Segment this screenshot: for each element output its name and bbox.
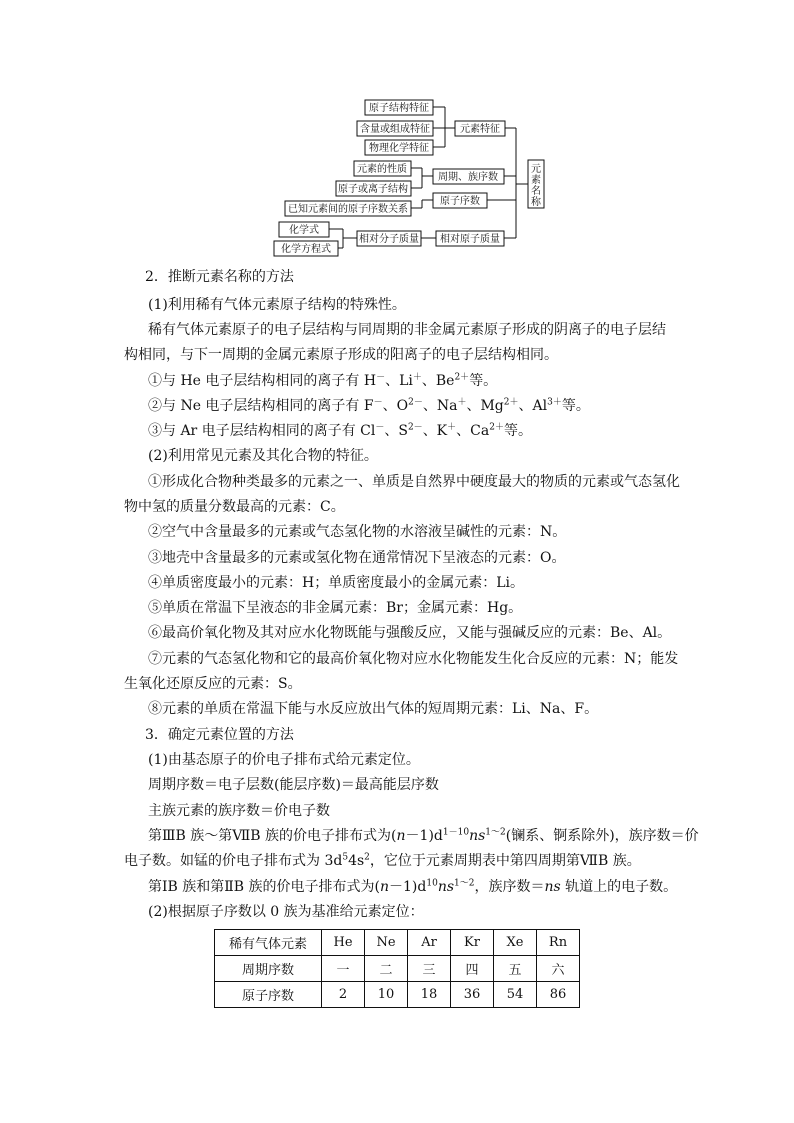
diagram-middle-box [433, 169, 504, 184]
list-item: ⑥最高价氧化物及其对应水化物既能与强酸反应，又能与强碱反应的元素：Be、Al。 [148, 625, 672, 641]
list-item: ⑤单质在常温下呈液态的非金属元素：Br；金属元素：Hg。 [148, 600, 523, 616]
list-item: ③地壳中含量最多的元素或氢化物在通常情况下呈液态的元素：O。 [148, 550, 566, 566]
table-cell: 10 [365, 982, 408, 1008]
diagram-left-box [365, 140, 433, 155]
list-item: ①形成化合物种类最多的元素之一、单质是自然界中硬度最大的物质的元素或气态氢化 [148, 474, 680, 490]
svg-text:名: 名 [531, 186, 541, 197]
paragraph: (2)利用常见元素及其化合物的特征。 [148, 448, 378, 464]
table-cell: 18 [408, 982, 451, 1008]
diagram-middle-box-label: 元素特征 [460, 124, 500, 135]
table-row [215, 930, 580, 956]
diagram-middle-box [436, 231, 504, 246]
svg-text:素: 素 [531, 175, 541, 186]
diagram-left-box [279, 222, 329, 237]
b-group-config-line: 第ⅢB 族～第ⅦB 族的价电子排布式为$(n-1)d^{1-10}ns^{1\sim 2}$(镧系、锕系除外)，族序数＝价 [148, 827, 699, 844]
diagram-middle-box-label: 周期、族序数 [438, 172, 498, 183]
formula-line: 主族元素的族序数＝价电子数 [148, 803, 330, 819]
formula-line: 周期序数＝电子层数(能层序数)＝最高能层序数 [148, 777, 439, 793]
section2-heading: 2．推断元素名称的方法 [145, 269, 294, 285]
table-row-label: 周期序数 [215, 956, 322, 982]
table-cell: 54 [494, 982, 537, 1008]
svg-text:称: 称 [531, 197, 541, 208]
diagram-left-box-label: 原子结构特征 [369, 103, 429, 114]
diagram-left-box [357, 121, 433, 136]
ib-iib-config-line: 第ⅠB 族和第ⅡB 族的价电子排布式为$(n-1)d^{10}ns^{1\sim 2}$，族序数＝ns 轨道上的电子数。 [148, 878, 678, 895]
diagram-left-box-label: 含量或组成特征 [360, 124, 430, 135]
table-cell: Xe [494, 930, 537, 956]
table-cell: 86 [537, 982, 580, 1008]
table-cell: Ar [408, 930, 451, 956]
diagram-left-box [365, 100, 433, 115]
diagram-left-box-label: 已知元素间的原子序数关系 [288, 204, 408, 215]
diagram-left-box [354, 161, 411, 176]
table-cell: 五 [494, 956, 537, 982]
table-cell: 六 [537, 956, 580, 982]
table-cell: 一 [322, 956, 365, 982]
diagram-left-box-label: 元素的性质 [357, 164, 407, 175]
ar-ions-line: ③与 Ar 电子层结构相同的离子有 Cl－、$S^{2-}$、K＋、$Ca^{2+}$等。 [148, 422, 532, 439]
paragraph: 构相同，与下一周期的金属元素原子形成的阳离子的电子层结构相同。 [124, 347, 558, 363]
diagram-left-box [336, 181, 411, 196]
paragraph: (1)由基态原子的价电子排布式给元素定位。 [148, 752, 420, 768]
diagram-middle-box-label: 原子序数 [440, 196, 480, 207]
table-row-label: 稀有气体元素 [215, 930, 322, 956]
diagram-middle-box-label: 相对原子质量 [440, 234, 500, 245]
diagram-left-box-label: 物理化学特征 [369, 143, 429, 154]
list-item: 生氧化还原反应的元素：S。 [124, 676, 302, 692]
list-item: ②空气中含量最多的元素或气态氢化物的水溶液呈碱性的元素：N。 [148, 524, 567, 540]
diagram-left-box-label: 原子或离子结构 [338, 184, 408, 195]
diagram-middle-box-label: 相对分子质量 [359, 234, 419, 245]
table-cell: He [322, 930, 365, 956]
paragraph: (2)根据原子序数以 0 族为基准给元素定位： [148, 904, 424, 920]
table-cell: Kr [451, 930, 494, 956]
list-item: ⑧元素的单质在常温下能与水反应放出气体的短周期元素：Li、Na、F。 [148, 701, 599, 717]
diagram-left-box-label: 化学式 [289, 225, 319, 236]
diagram-middle-box [455, 121, 505, 136]
svg-text:元: 元 [531, 164, 541, 175]
diagram-left-box-label: 化学方程式 [281, 244, 331, 255]
table-cell: 三 [408, 956, 451, 982]
table-row-label: 原子序数 [215, 982, 322, 1008]
table-cell: 二 [365, 956, 408, 982]
diagram-left-box [285, 201, 411, 216]
table-row [215, 956, 580, 982]
table-cell: 四 [451, 956, 494, 982]
list-item: ④单质密度最小的元素：H；单质密度最小的金属元素：Li。 [148, 575, 524, 591]
table-cell: Ne [365, 930, 408, 956]
diagram-middle-box [357, 231, 421, 246]
rare-gas-table [214, 929, 580, 1008]
element-inference-diagram [270, 92, 560, 262]
paragraph: (1)利用稀有气体元素原子结构的特殊性。 [148, 297, 406, 313]
table-row [215, 982, 580, 1008]
section3-heading: 3．确定元素位置的方法 [145, 727, 294, 743]
list-item: 物中氢的质量分数最高的元素：C。 [124, 499, 345, 515]
list-item: ⑦元素的气态氢化物和它的最高价氧化物对应水化物能发生化合反应的元素：N；能发 [148, 651, 679, 667]
manganese-example-line: 电子数。如锰的价电子排布式为 $3d^54s^2$，它位于元素周期表中第四周期第ⅦB 族。 [124, 852, 641, 869]
table-cell: 36 [451, 982, 494, 1008]
table-cell: Rn [537, 930, 580, 956]
he-ions-line: ①与 He 电子层结构相同的离子有 H－、Li＋、$Be^{2+}$等。 [148, 372, 498, 389]
table-cell: 2 [322, 982, 365, 1008]
diagram-left-box [274, 241, 338, 256]
ne-ions-line: ②与 Ne 电子层结构相同的离子有 F－、$O^{2-}$、Na＋、$Mg^{2+}$、$Al^{3+}$等。 [148, 397, 590, 414]
diagram-middle-box [433, 193, 487, 208]
paragraph: 稀有气体元素原子的电子层结构与同周期的非金属元素原子形成的阴离子的电子层结 [148, 322, 666, 338]
diagram-target-box [528, 160, 544, 208]
